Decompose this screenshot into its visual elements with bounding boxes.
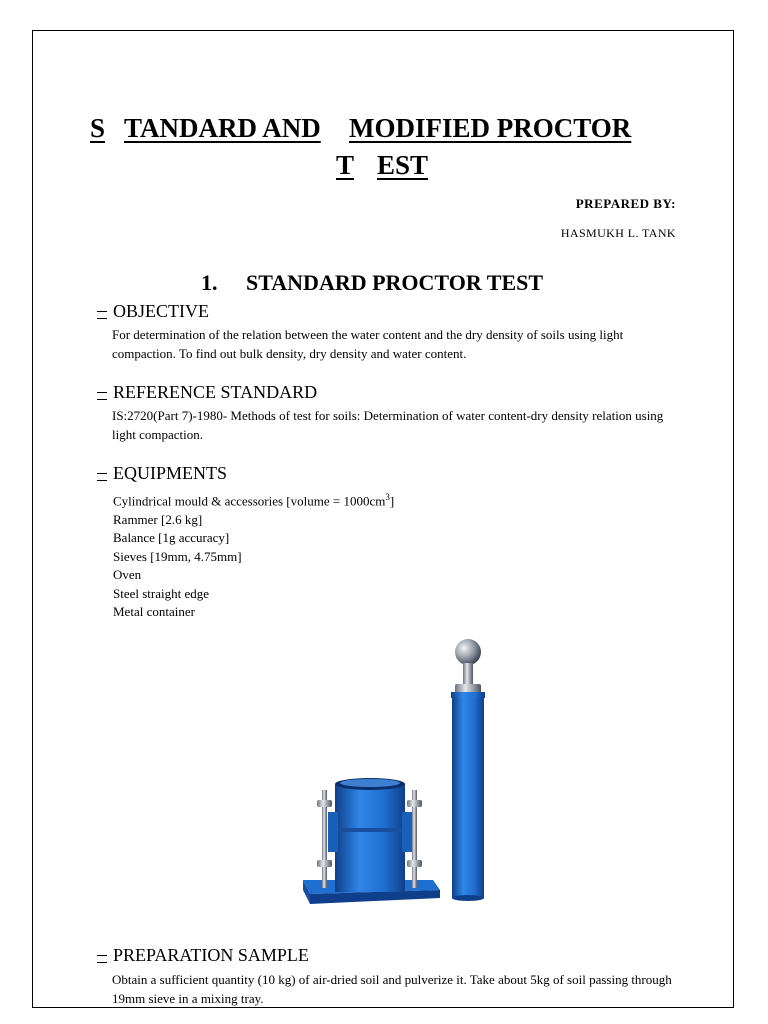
list-item: Oven bbox=[113, 567, 142, 583]
reference-heading bbox=[97, 382, 317, 403]
list-item bbox=[113, 488, 394, 511]
equipments-heading bbox=[97, 463, 227, 484]
list-item: Balance [1g accuracy] bbox=[113, 530, 230, 546]
equipments-list bbox=[113, 488, 394, 622]
title-line2-rest: EST bbox=[377, 150, 429, 180]
mould-item-text: Cylindrical mould & accessories [volume = 1000cm bbox=[113, 493, 386, 509]
list-item: Steel straight edge bbox=[113, 585, 210, 601]
objective-heading-text: OBJECTIVE bbox=[113, 301, 209, 321]
section-title: STANDARD PROCTOR TEST bbox=[246, 270, 544, 295]
preparation-text: Obtain a sufficient quantity (10 kg) of air-dried soil and pulverize it. Take about 5kg of soil passing through 19mm sieve in a mixing tray. bbox=[112, 972, 672, 1006]
title-line1-initial: S bbox=[90, 113, 106, 143]
preparation-heading-text: PREPARATION SAMPLE bbox=[113, 945, 309, 965]
objective-text: For determination of the relation between the water content and the dry density of soils using light compaction. To find out bulk density, dry density and water content. bbox=[112, 327, 624, 361]
prepared-by-label: PREPARED BY: bbox=[575, 196, 676, 211]
reference-text: IS:2720(Part 7)-1980- Methods of test for soils: Determination of water content-dry density relation using light compaction. bbox=[112, 408, 664, 442]
proctor-apparatus-image bbox=[295, 632, 505, 912]
bullet-icon bbox=[97, 392, 107, 400]
objective-heading bbox=[97, 301, 209, 322]
bullet-icon bbox=[97, 311, 107, 319]
mould-item-end: ] bbox=[389, 493, 395, 509]
bullet-icon bbox=[97, 473, 107, 481]
bullet-icon bbox=[97, 955, 107, 963]
preparation-heading bbox=[97, 945, 309, 966]
title-line2-initial: T bbox=[336, 150, 355, 180]
title-line1-word: TANDARD AND bbox=[124, 113, 321, 143]
equipments-heading-text: EQUIPMENTS bbox=[113, 463, 228, 483]
author-name: HASMUKH L. TANK bbox=[560, 226, 676, 240]
mould bbox=[303, 778, 440, 904]
rammer bbox=[451, 639, 485, 901]
reference-heading-text: REFERENCE STANDARD bbox=[113, 382, 318, 402]
list-item: Rammer [2.6 kg] bbox=[113, 511, 203, 527]
section-number: 1. bbox=[201, 270, 218, 295]
list-item: Metal container bbox=[113, 604, 195, 620]
mould-item-superscript: 3 bbox=[385, 492, 390, 502]
list-item: Sieves [19mm, 4.75mm] bbox=[113, 548, 242, 564]
title-line1-rest: MODIFIED PROCTOR bbox=[349, 113, 632, 143]
